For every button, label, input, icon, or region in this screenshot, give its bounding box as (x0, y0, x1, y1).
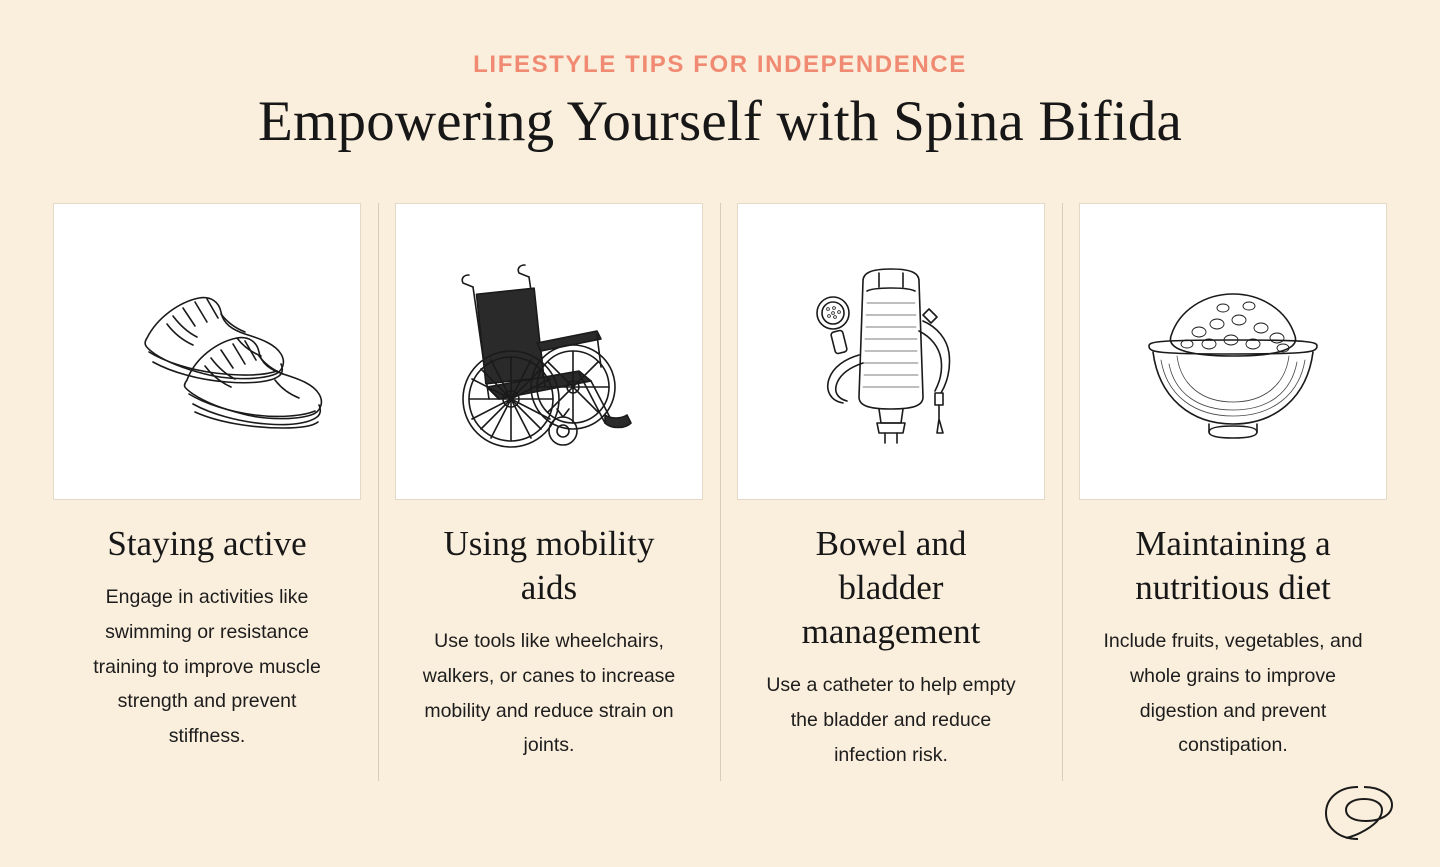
tip-image-card (395, 203, 703, 500)
tip-image-card (1079, 203, 1387, 500)
header (0, 0, 1440, 154)
tip-title: Bowel and bladder management (801, 524, 981, 652)
tips-columns (36, 203, 1404, 772)
tip-image-card (737, 203, 1045, 500)
tip-column-mobility-aids (378, 203, 720, 763)
tip-column-staying-active (36, 203, 378, 754)
grain-bowl-icon (1113, 252, 1353, 452)
tip-body: Include fruits, vegetables, and whole grains to improve digestion and prevent constipation. (1103, 630, 1363, 757)
page-title: Empowering Yourself with Spina Bifida (257, 90, 1183, 154)
tip-title: Using mobility aids (443, 524, 655, 608)
tip-body: Engage in activities like swimming or resistance training to improve muscle strength and prevent stiffness. (93, 586, 321, 747)
interlocking-loops-logo (1314, 777, 1406, 849)
tip-body: Use tools like wheelchairs, walkers, or canes to increase mobility and reduce strain on joints. (422, 630, 676, 757)
tip-body: Use a catheter to help empty the bladder and reduce infection risk. (766, 674, 1016, 766)
tip-title: Maintaining a nutritious diet (1135, 524, 1331, 608)
catheter-bag-icon (771, 247, 1011, 457)
tip-image-card (53, 203, 361, 500)
eyebrow-text: LIFESTYLE TIPS FOR INDEPENDENCE (473, 51, 967, 78)
wheelchair-icon (429, 247, 669, 457)
tip-column-nutritious-diet (1062, 203, 1404, 763)
running-shoes-icon (87, 252, 327, 452)
tip-column-bowel-bladder (720, 203, 1062, 772)
tip-title: Staying active (107, 524, 307, 563)
